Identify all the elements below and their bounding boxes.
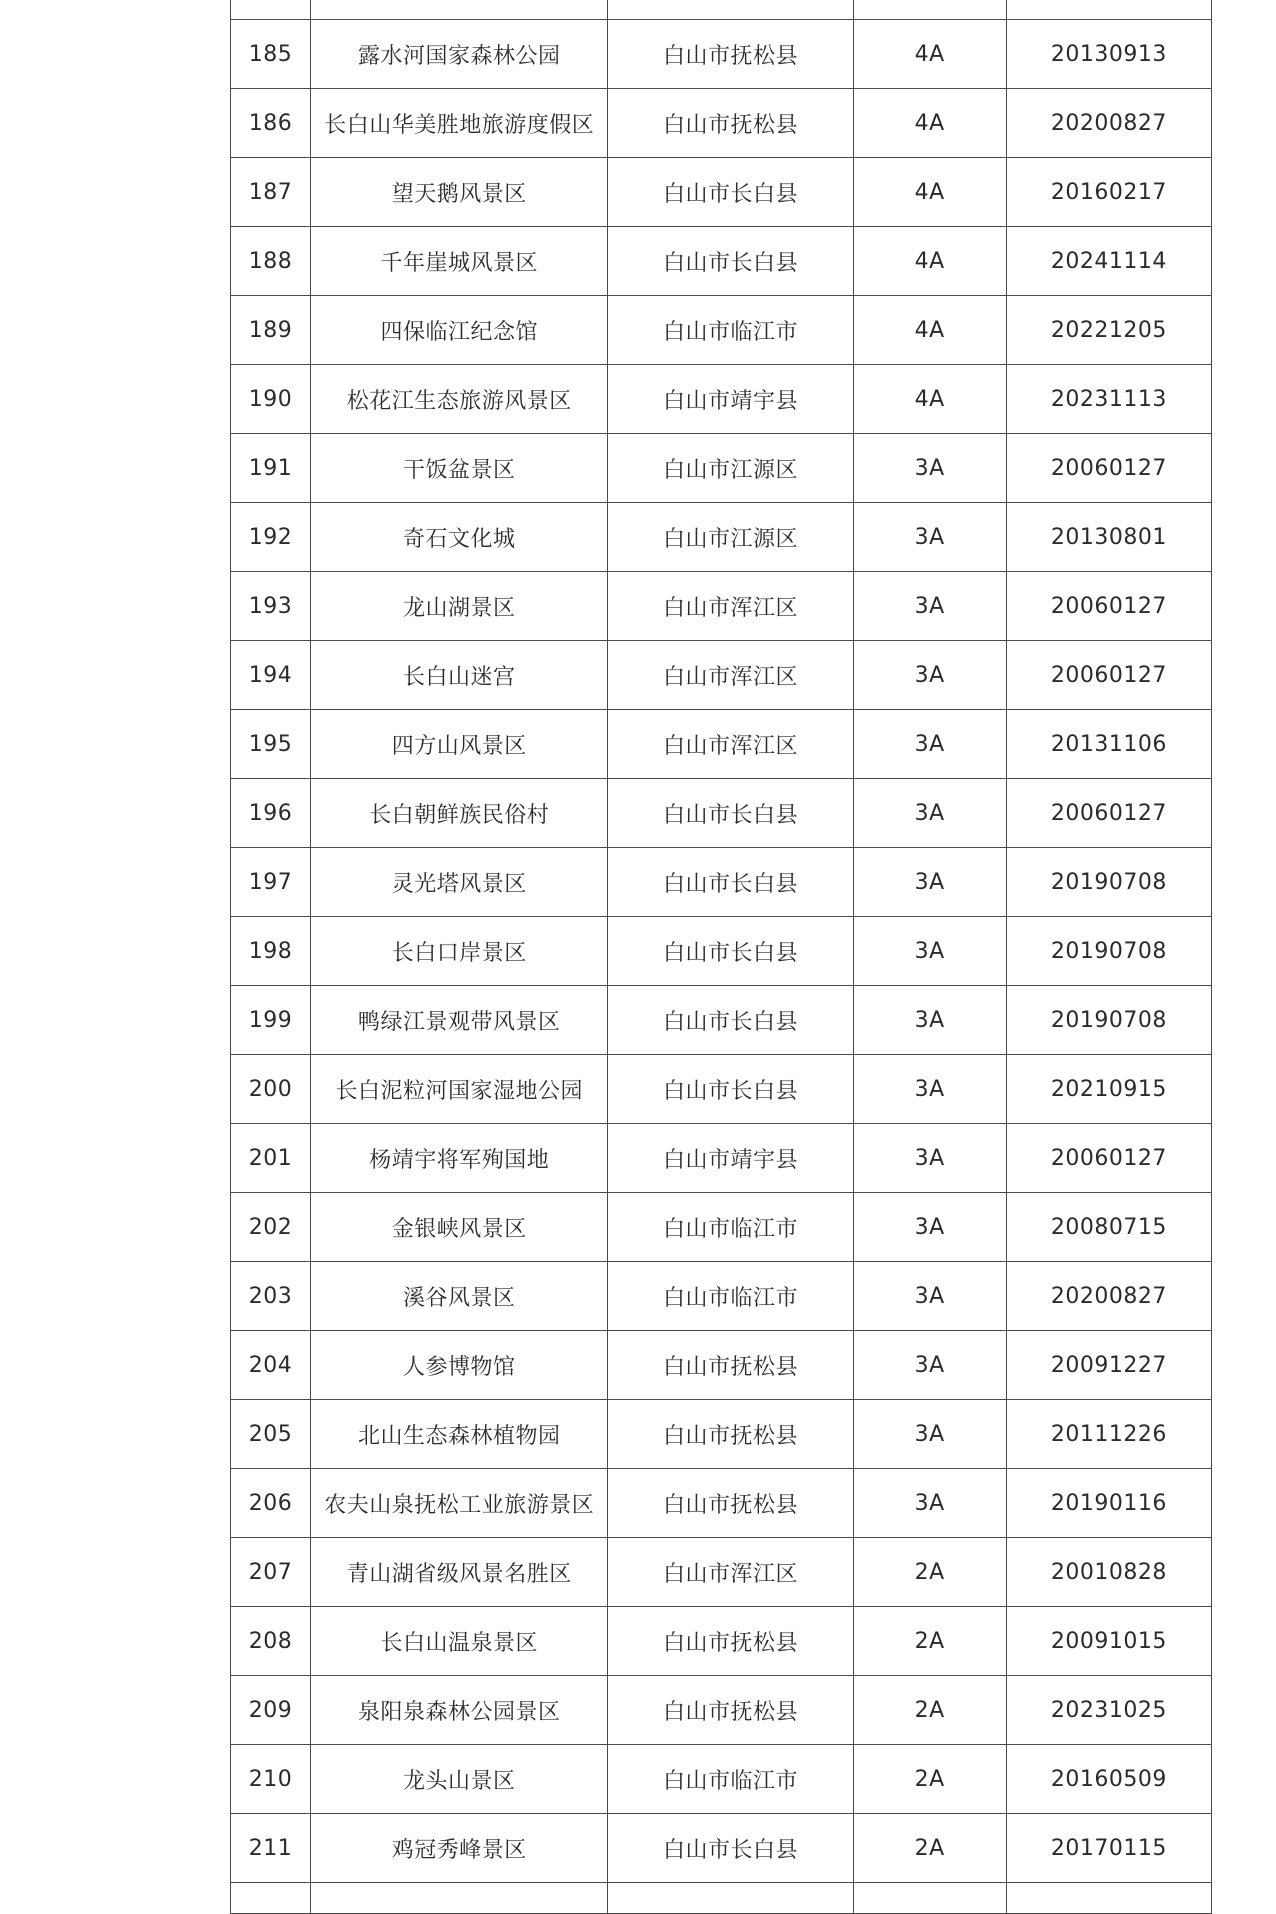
cell-level: 4A [853,296,1006,365]
cell-number: 200 [231,1055,311,1124]
table-row [231,1124,1212,1193]
cell-date: 20190708 [1006,848,1211,917]
cell-location [608,1883,853,1914]
cell-location: 白山市长白县 [608,1055,853,1124]
cell-location: 白山市靖宇县 [608,1124,853,1193]
cell-location: 白山市长白县 [608,986,853,1055]
table-row [231,1193,1212,1262]
table-row [231,1262,1212,1331]
cell-number [231,0,311,20]
cell-location: 白山市临江市 [608,1193,853,1262]
cell-location: 白山市抚松县 [608,1469,853,1538]
cell-number: 190 [231,365,311,434]
scenic-spots-table [230,0,1212,1914]
cell-date: 20160217 [1006,158,1211,227]
cell-location: 白山市长白县 [608,1814,853,1883]
cell-number: 195 [231,710,311,779]
cell-number: 204 [231,1331,311,1400]
cell-location: 白山市抚松县 [608,1400,853,1469]
cell-date: 20200827 [1006,1262,1211,1331]
cell-name: 千年崖城风景区 [311,227,608,296]
cell-number: 188 [231,227,311,296]
cell-date: 20060127 [1006,779,1211,848]
cell-level [853,0,1006,20]
cell-level: 3A [853,710,1006,779]
cell-name: 杨靖宇将军殉国地 [311,1124,608,1193]
cell-number: 198 [231,917,311,986]
cell-location: 白山市长白县 [608,848,853,917]
cell-date: 20200827 [1006,89,1211,158]
cell-number: 191 [231,434,311,503]
cell-name: 金银峡风景区 [311,1193,608,1262]
cell-date: 20170115 [1006,1814,1211,1883]
cell-date [1006,0,1211,20]
table-row [231,158,1212,227]
cell-number: 206 [231,1469,311,1538]
cell-number: 192 [231,503,311,572]
cell-number: 205 [231,1400,311,1469]
cell-level [853,1883,1006,1914]
cell-name: 泉阳泉森林公园景区 [311,1676,608,1745]
cell-location: 白山市长白县 [608,917,853,986]
cell-location: 白山市浑江区 [608,641,853,710]
cell-level: 3A [853,572,1006,641]
cell-location: 白山市临江市 [608,1745,853,1814]
cell-date: 20190708 [1006,986,1211,1055]
cell-number: 187 [231,158,311,227]
table-row [231,1055,1212,1124]
cell-date: 20060127 [1006,434,1211,503]
cell-name: 北山生态森林植物园 [311,1400,608,1469]
table-row [231,1607,1212,1676]
cell-number: 201 [231,1124,311,1193]
cell-number: 193 [231,572,311,641]
cell-level: 3A [853,1469,1006,1538]
table-row [231,89,1212,158]
cell-level: 3A [853,1400,1006,1469]
table-row [231,986,1212,1055]
cell-name: 长白山迷宫 [311,641,608,710]
cell-number: 210 [231,1745,311,1814]
cell-location: 白山市长白县 [608,779,853,848]
cell-name: 灵光塔风景区 [311,848,608,917]
cell-name: 四保临江纪念馆 [311,296,608,365]
cell-number: 209 [231,1676,311,1745]
cell-level: 3A [853,1055,1006,1124]
table-row-partial-bottom [231,1883,1212,1914]
table-row [231,296,1212,365]
cell-name: 龙山湖景区 [311,572,608,641]
cell-level: 4A [853,365,1006,434]
table-row [231,503,1212,572]
cell-number: 185 [231,20,311,89]
cell-number [231,1883,311,1914]
cell-date: 20111226 [1006,1400,1211,1469]
cell-date: 20190116 [1006,1469,1211,1538]
cell-date: 20130913 [1006,20,1211,89]
cell-level: 3A [853,1193,1006,1262]
table-row [231,1331,1212,1400]
cell-level: 3A [853,848,1006,917]
cell-level: 4A [853,89,1006,158]
cell-level: 3A [853,1331,1006,1400]
table-row [231,917,1212,986]
cell-location: 白山市抚松县 [608,1676,853,1745]
cell-location: 白山市抚松县 [608,89,853,158]
table-row [231,20,1212,89]
cell-date: 20060127 [1006,1124,1211,1193]
cell-location: 白山市长白县 [608,158,853,227]
cell-location [608,0,853,20]
cell-date: 20060127 [1006,641,1211,710]
cell-name: 长白朝鲜族民俗村 [311,779,608,848]
table-row [231,227,1212,296]
cell-level: 3A [853,1124,1006,1193]
table-row [231,641,1212,710]
cell-name: 奇石文化城 [311,503,608,572]
cell-number: 196 [231,779,311,848]
cell-name: 松花江生态旅游风景区 [311,365,608,434]
cell-level: 3A [853,779,1006,848]
table-row [231,1814,1212,1883]
cell-name: 鸭绿江景观带风景区 [311,986,608,1055]
cell-date: 20091015 [1006,1607,1211,1676]
cell-name: 农夫山泉抚松工业旅游景区 [311,1469,608,1538]
cell-date: 20221205 [1006,296,1211,365]
table-row [231,434,1212,503]
cell-name: 干饭盆景区 [311,434,608,503]
cell-name: 人参博物馆 [311,1331,608,1400]
table-row [231,1538,1212,1607]
cell-number: 203 [231,1262,311,1331]
cell-number: 207 [231,1538,311,1607]
cell-level: 2A [853,1676,1006,1745]
cell-location: 白山市抚松县 [608,1607,853,1676]
cell-level: 3A [853,434,1006,503]
cell-level: 2A [853,1814,1006,1883]
table-row [231,1469,1212,1538]
cell-level: 2A [853,1538,1006,1607]
cell-name: 长白口岸景区 [311,917,608,986]
cell-date: 20231113 [1006,365,1211,434]
cell-date: 20060127 [1006,572,1211,641]
cell-number: 197 [231,848,311,917]
cell-level: 3A [853,503,1006,572]
cell-name [311,1883,608,1914]
cell-number: 199 [231,986,311,1055]
cell-date: 20231025 [1006,1676,1211,1745]
table-row [231,1676,1212,1745]
table-row [231,848,1212,917]
cell-level: 3A [853,917,1006,986]
cell-name: 露水河国家森林公园 [311,20,608,89]
cell-name: 鸡冠秀峰景区 [311,1814,608,1883]
cell-date [1006,1883,1211,1914]
table-row [231,365,1212,434]
cell-date: 20131106 [1006,710,1211,779]
cell-date: 20190708 [1006,917,1211,986]
table-row [231,1745,1212,1814]
cell-level: 3A [853,986,1006,1055]
cell-level: 2A [853,1607,1006,1676]
cell-name: 长白山华美胜地旅游度假区 [311,89,608,158]
cell-name: 长白泥粒河国家湿地公园 [311,1055,608,1124]
cell-name: 四方山风景区 [311,710,608,779]
cell-location: 白山市江源区 [608,434,853,503]
cell-location: 白山市江源区 [608,503,853,572]
cell-level: 3A [853,1262,1006,1331]
cell-number: 208 [231,1607,311,1676]
table-body [231,0,1212,1914]
cell-date: 20210915 [1006,1055,1211,1124]
cell-name: 望天鹅风景区 [311,158,608,227]
cell-number: 211 [231,1814,311,1883]
cell-number: 202 [231,1193,311,1262]
cell-level: 3A [853,641,1006,710]
cell-level: 2A [853,1745,1006,1814]
cell-location: 白山市长白县 [608,227,853,296]
cell-number: 189 [231,296,311,365]
cell-location: 白山市靖宇县 [608,365,853,434]
cell-level: 4A [853,227,1006,296]
cell-date: 20241114 [1006,227,1211,296]
cell-location: 白山市抚松县 [608,1331,853,1400]
cell-date: 20130801 [1006,503,1211,572]
table-row [231,572,1212,641]
cell-location: 白山市临江市 [608,1262,853,1331]
cell-level: 4A [853,20,1006,89]
cell-name: 青山湖省级风景名胜区 [311,1538,608,1607]
cell-date: 20091227 [1006,1331,1211,1400]
cell-name: 溪谷风景区 [311,1262,608,1331]
table-row [231,779,1212,848]
table-row [231,1400,1212,1469]
cell-name: 龙头山景区 [311,1745,608,1814]
cell-location: 白山市临江市 [608,296,853,365]
cell-level: 4A [853,158,1006,227]
cell-date: 20010828 [1006,1538,1211,1607]
table-row-partial-top [231,0,1212,20]
cell-location: 白山市浑江区 [608,572,853,641]
table-row [231,710,1212,779]
cell-location: 白山市抚松县 [608,20,853,89]
cell-date: 20080715 [1006,1193,1211,1262]
cell-name: 长白山温泉景区 [311,1607,608,1676]
cell-number: 194 [231,641,311,710]
cell-name [311,0,608,20]
cell-date: 20160509 [1006,1745,1211,1814]
cell-location: 白山市浑江区 [608,710,853,779]
cell-location: 白山市浑江区 [608,1538,853,1607]
cell-number: 186 [231,89,311,158]
